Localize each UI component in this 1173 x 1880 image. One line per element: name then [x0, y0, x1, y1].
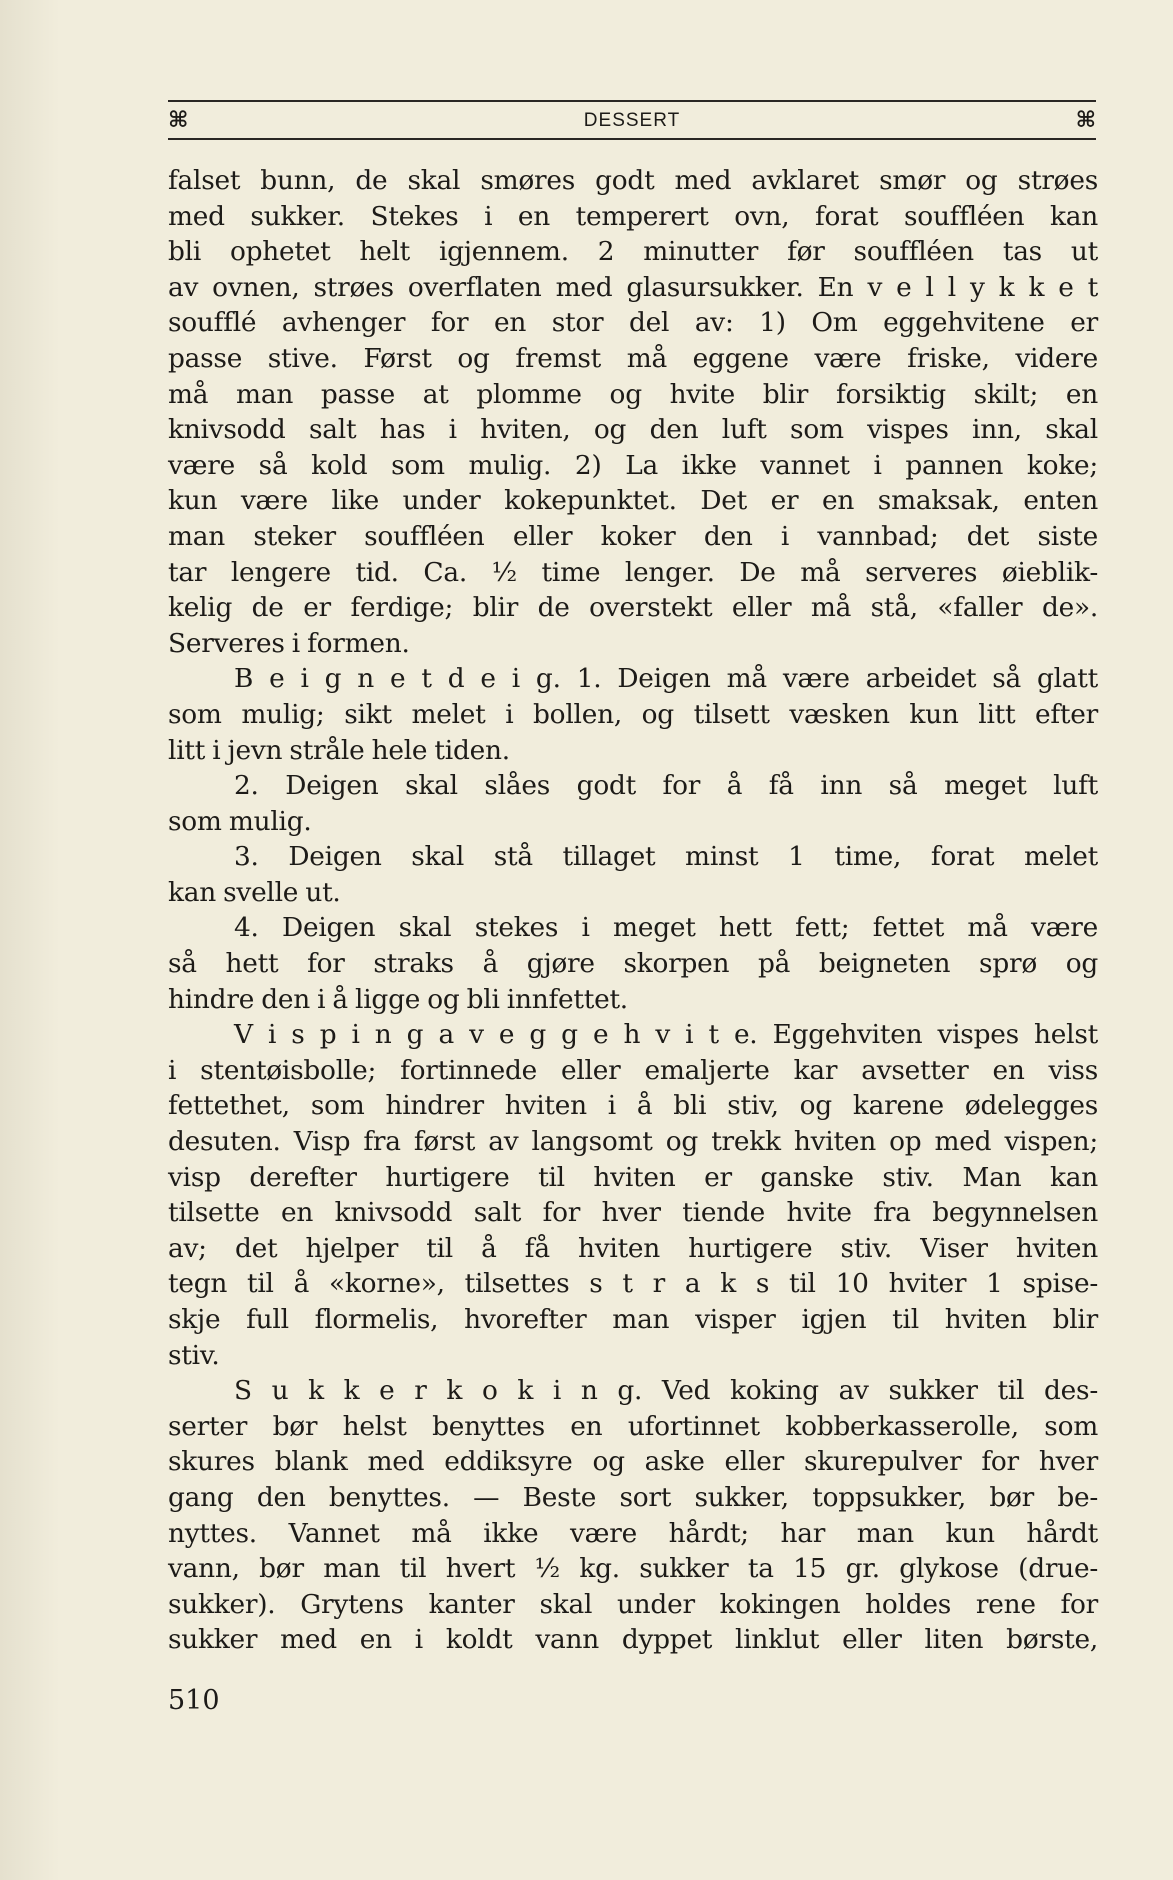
page-number: 510: [168, 1685, 220, 1716]
text-line: sukker). Grytens kanter skal under kokingen holdes rene for: [168, 1588, 1098, 1620]
text-line: vann, bør man til hvert ½ kg. sukker ta 15 gr. glykose (drue-: [168, 1553, 1098, 1585]
text-line: må man passe at plomme og hvite blir forsiktig skilt; en: [168, 378, 1098, 410]
text-line: kan svelle ut.: [168, 876, 341, 908]
text-line: av; det hjelper til å få hviten hurtigere stiv. Viser hviten: [168, 1232, 1098, 1264]
text-line: som mulig.: [168, 805, 312, 837]
text-line: litt i jevn stråle hele tiden.: [168, 734, 510, 766]
text-line: 4. Deigen skal stekes i meget hett fett; fettet må være: [234, 912, 1098, 944]
text-line: passe stive. Først og fremst må eggene være friske, videre: [168, 342, 1098, 374]
text-line: fettethet, som hindrer hviten i å bli stiv, og karene ødelegges: [168, 1090, 1098, 1122]
text-line: 3. Deigen skal stå tillaget minst 1 time, forat melet: [234, 841, 1098, 873]
running-head-title: DESSERT: [583, 110, 681, 131]
text-line: skje full flormelis, hvorefter man visper igjen til hviten blir: [168, 1304, 1098, 1335]
ornament-left-icon: ⌘: [168, 107, 189, 133]
text-line: som mulig; sikt melet i bollen, og tilsett væsken kun litt efter: [168, 698, 1098, 730]
text-line: kun være like under kokepunktet. Det er en smaksak, enten: [168, 485, 1098, 517]
text-line: være så kold som mulig. 2) La ikke vannet i pannen koke;: [168, 449, 1098, 481]
text-line: Serveres i formen.: [168, 627, 410, 659]
text-line: 2. Deigen skal slåes godt for å få inn så meget luft: [234, 770, 1098, 802]
running-head: [168, 100, 1096, 140]
text-line: visp derefter hurtigere til hviten er ganske stiv. Man kan: [168, 1161, 1098, 1193]
text-line: gang den benyttes. — Beste sort sukker, toppsukker, bør be-: [168, 1481, 1098, 1513]
text-line: S u k k e r k o k i n g. Ved koking av sukker til des-: [234, 1375, 1098, 1407]
text-line: desuten. Visp fra først av langsomt og trekk hviten op med vispen;: [168, 1126, 1098, 1158]
text-line: så hett for straks å gjøre skorpen på beigneten sprø og: [168, 948, 1098, 980]
text-line: V i s p i n g a v e g g e h v i t e. Eggehviten vispes helst: [234, 1019, 1098, 1051]
text-line: av ovnen, strøes overflaten med glasursukker. En v e l l y k k e t: [168, 271, 1098, 303]
text-line: med sukker. Stekes i en temperert ovn, forat souffléen kan: [168, 200, 1098, 232]
text-line: i stentøisbolle; fortinnede eller emaljerte kar avsetter en viss: [168, 1054, 1098, 1086]
text-line: tar lengere tid. Ca. ½ time lenger. De må serveres øieblik-: [168, 556, 1098, 588]
ornament-right-icon: ⌘: [1075, 107, 1096, 133]
text-line: tegn til å «korne», tilsettes s t r a k s til 10 hviter 1 spise-: [168, 1268, 1098, 1300]
text-line: B e i g n e t d e i g. 1. Deigen må være arbeidet så glatt: [234, 663, 1098, 695]
text-line: soufflé avhenger for en stor del av: 1) Om eggehvitene er: [168, 307, 1098, 339]
page-fold-shadow: [0, 0, 60, 1880]
text-line: sukker med en i koldt vann dyppet linklut eller liten børste,: [168, 1624, 1098, 1656]
text-line: tilsette en knivsodd salt for hver tiende hvite fra begynnelsen: [168, 1197, 1098, 1229]
text-line: skures blank med eddiksyre og aske eller skurepulver for hver: [168, 1446, 1098, 1478]
text-line: nyttes. Vannet må ikke være hårdt; har man kun hårdt: [168, 1517, 1098, 1549]
text-line: serter bør helst benyttes en ufortinnet kobberkasserolle, som: [168, 1410, 1098, 1442]
text-line: man steker souffléen eller koker den i vannbad; det siste: [168, 520, 1098, 552]
text-line: bli ophetet helt igjennem. 2 minutter før souffléen tas ut: [168, 236, 1098, 268]
text-line: hindre den i å ligge og bli innfettet.: [168, 983, 628, 1015]
text-line: knivsodd salt has i hviten, og den luft som vispes inn, skal: [168, 414, 1098, 446]
text-line: stiv.: [168, 1339, 220, 1371]
text-line: kelig de er ferdige; blir de overstekt eller må stå, «faller de».: [168, 592, 1098, 624]
body-text: [168, 163, 1098, 1658]
text-line: falset bunn, de skal smøres godt med avklaret smør og strøes: [168, 165, 1098, 196]
